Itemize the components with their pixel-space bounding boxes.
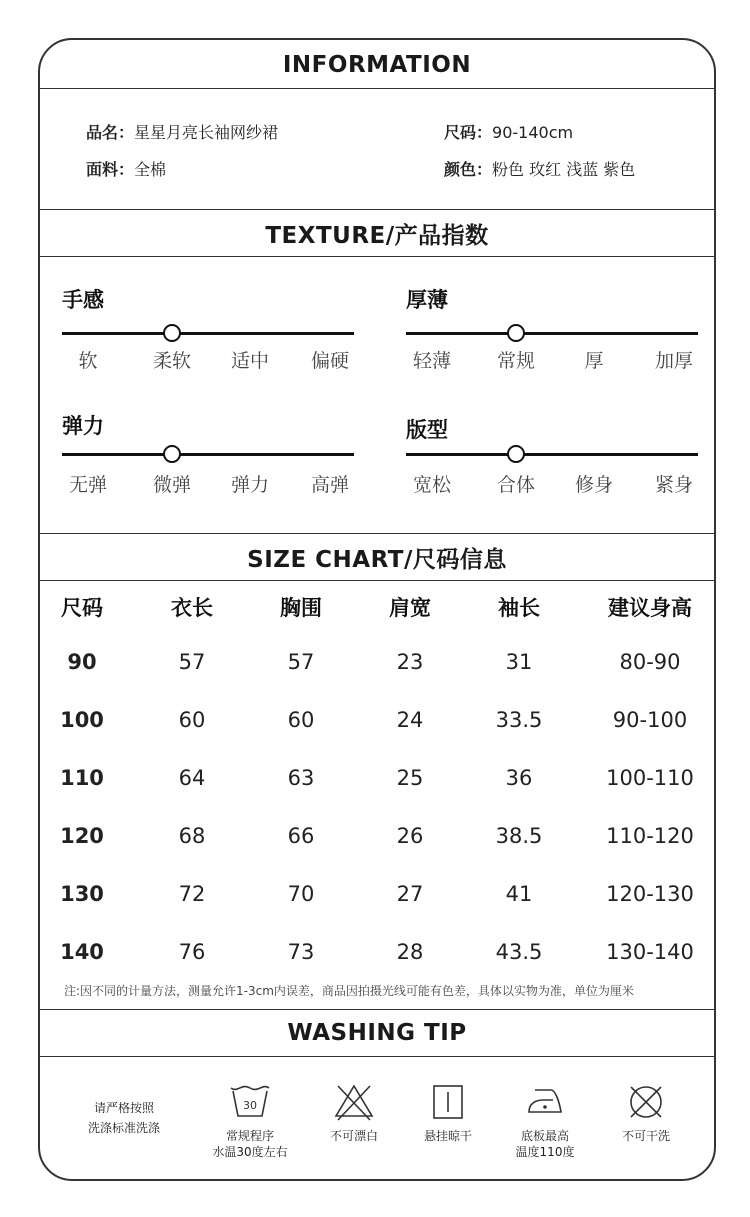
- divider: [40, 88, 714, 89]
- info-colors: [444, 157, 635, 180]
- texture-scale-label: 常规: [496, 350, 536, 372]
- texture-scale-label: 软: [78, 350, 98, 372]
- wash-label: 水温30度左右: [212, 1145, 288, 1159]
- texture-scale-title: 版型: [406, 418, 448, 442]
- texture-scale-knob: [507, 445, 525, 463]
- texture-scale-knob: [163, 324, 181, 342]
- info-value: 粉色 玫红 浅蓝 紫色: [492, 160, 636, 179]
- size-table-header: 尺码: [61, 596, 103, 620]
- size-table-cell: 90-100: [612, 708, 688, 732]
- size-table-cell: 100: [60, 708, 104, 732]
- wash-label: 悬挂晾干: [423, 1129, 472, 1143]
- info-product-name: [86, 120, 278, 143]
- wash-item: [393, 1082, 503, 1144]
- info-value: 星星月亮长袖网纱裙: [134, 123, 279, 142]
- iron-icon: [523, 1082, 567, 1122]
- washing-intro: [74, 1098, 174, 1138]
- size-table-cell: 68: [178, 824, 206, 848]
- size-table-cell: 28: [396, 940, 424, 964]
- wash-item: [195, 1082, 305, 1160]
- texture-scale-knob: [163, 445, 181, 463]
- texture-scale-label: 加厚: [654, 350, 694, 372]
- size-table-cell: 43.5: [495, 940, 543, 964]
- texture-scale-label: 宽松: [412, 474, 452, 496]
- divider: [40, 580, 714, 581]
- size-table-cell: 57: [178, 650, 206, 674]
- info-label: 面料：: [86, 160, 135, 179]
- texture-scale-track: [406, 332, 698, 335]
- divider: [40, 1056, 714, 1057]
- size-table-cell: 31: [505, 650, 533, 674]
- size-table-cell: 24: [396, 708, 424, 732]
- no-dry-clean-icon: [624, 1082, 668, 1122]
- wash-label: 常规程序: [225, 1129, 274, 1143]
- hang-dry-icon: [426, 1082, 470, 1122]
- size-table-header: 衣长: [171, 596, 213, 620]
- texture-scale-label: 高弹: [310, 474, 350, 496]
- texture-scale-title: 弹力: [62, 414, 104, 438]
- info-label: 尺码：: [444, 123, 493, 142]
- size-table-cell: 110-120: [606, 824, 694, 848]
- texture-scale-label: 厚: [584, 350, 604, 372]
- size-table-cell: 130-140: [606, 940, 694, 964]
- washing-intro-line: 洗涤标准洗涤: [87, 1121, 160, 1135]
- size-table-cell: 70: [287, 882, 315, 906]
- texture-scale-label: 适中: [230, 350, 270, 372]
- washing-intro-line: 请严格按照: [93, 1101, 154, 1115]
- size-table-cell: 72: [178, 882, 206, 906]
- size-table-cell: 60: [178, 708, 206, 732]
- washing-heading: WASHING TIP: [287, 1020, 467, 1046]
- texture-scale-track: [62, 453, 354, 456]
- size-table-cell: 25: [396, 766, 424, 790]
- size-table-cell: 80-90: [619, 650, 681, 674]
- size-table-header: 肩宽: [389, 596, 431, 620]
- size-table-cell: 64: [178, 766, 206, 790]
- size-table-cell: 38.5: [495, 824, 543, 848]
- divider: [40, 256, 714, 257]
- size-table-cell: 66: [287, 824, 315, 848]
- texture-scale-title: 厚薄: [406, 288, 448, 312]
- size-table-cell: 120-130: [606, 882, 694, 906]
- size-table-cell: 33.5: [495, 708, 543, 732]
- info-value: 全棉: [134, 160, 167, 179]
- size-table-header: 建议身高: [608, 596, 692, 620]
- information-heading: INFORMATION: [282, 52, 472, 78]
- size-table-cell: 23: [396, 650, 424, 674]
- size-table-cell: 130: [60, 882, 104, 906]
- texture-scale-knob: [507, 324, 525, 342]
- texture-scale-label: 柔软: [152, 350, 192, 372]
- texture-scale-title: 手感: [62, 288, 104, 312]
- wash-label: 不可干洗: [621, 1129, 670, 1143]
- size-table-header: 胸围: [280, 596, 322, 620]
- info-size: [444, 120, 573, 143]
- size-table-cell: 90: [67, 650, 97, 674]
- size-table-cell: 63: [287, 766, 315, 790]
- info-label: 颜色：: [444, 160, 493, 179]
- size-table-cell: 120: [60, 824, 104, 848]
- wash-label: 温度110度: [515, 1145, 575, 1159]
- info-material: [86, 157, 166, 180]
- size-table-cell: 73: [287, 940, 315, 964]
- no-bleach-icon: [332, 1082, 376, 1122]
- texture-scale-track: [406, 453, 698, 456]
- size-table-cell: 60: [287, 708, 315, 732]
- texture-scale-label: 轻薄: [412, 350, 452, 372]
- texture-heading: TEXTURE/产品指数: [265, 222, 489, 249]
- wash-30-icon: [228, 1082, 272, 1122]
- size-table-cell: 41: [505, 882, 533, 906]
- size-table-cell: 76: [178, 940, 206, 964]
- size-table-cell: 140: [60, 940, 104, 964]
- size-chart-heading: SIZE CHART/尺码信息: [247, 546, 507, 573]
- texture-scale-label: 弹力: [230, 474, 270, 496]
- texture-scale-track: [62, 332, 354, 335]
- size-note: 注:因不同的计量方法，测量允许1-3cm内误差，商品因拍摄光线可能有色差，具体以实物为准，单位为厘米: [64, 984, 634, 998]
- size-table-cell: 36: [505, 766, 533, 790]
- texture-scale-label: 紧身: [654, 474, 694, 496]
- info-value: 90-140cm: [492, 123, 574, 142]
- info-card: [38, 38, 716, 1181]
- size-table-cell: 100-110: [606, 766, 694, 790]
- texture-scale-label: 合体: [496, 474, 536, 496]
- size-table-header: 袖长: [498, 596, 540, 620]
- wash-label: 底板最高: [520, 1129, 569, 1143]
- wash-item: [591, 1082, 701, 1144]
- size-table-cell: 27: [396, 882, 424, 906]
- info-label: 品名：: [86, 123, 135, 142]
- texture-scale-label: 偏硬: [310, 350, 350, 372]
- svg-text:30: 30: [243, 1099, 257, 1112]
- texture-scale-label: 修身: [574, 474, 614, 496]
- size-table-cell: 26: [396, 824, 424, 848]
- size-table-cell: 57: [287, 650, 315, 674]
- size-table-cell: 110: [60, 766, 104, 790]
- wash-label: 不可漂白: [329, 1129, 378, 1143]
- texture-scale-label: 无弹: [68, 474, 108, 496]
- wash-item: [490, 1082, 600, 1160]
- texture-scale-label: 微弹: [152, 474, 192, 496]
